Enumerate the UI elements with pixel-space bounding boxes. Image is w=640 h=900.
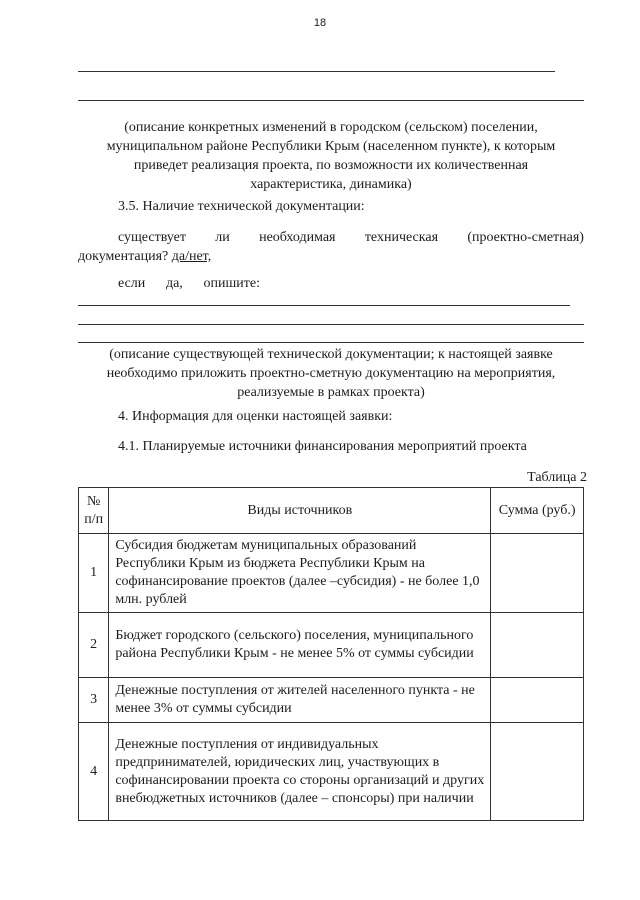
fill-line (78, 100, 584, 101)
fill-line (78, 305, 570, 306)
fill-line (78, 342, 584, 343)
table-row: 2 Бюджет городского (сельского) поселения, муниципального района Республики Крым - не менее 5% от суммы субсидии (79, 613, 584, 678)
page-number: 18 (313, 17, 327, 29)
sum-cell[interactable] (491, 678, 584, 723)
documentation-question: существует ли необходимая техническая (проектно-сметная) документация? да/нет, (78, 230, 584, 264)
section-3-5-heading: 3.5. Наличие технической документации: (118, 199, 365, 214)
table-row: 4 Денежные поступления от индивидуальных предпринимателей, юридических лиц, участвующих в софинансировании проекта со стороны организаций и других внебюджетных источников (далее – спонсоры) при наличии (79, 723, 584, 821)
table-row: 1 Субсидия бюджетам муниципальных образований Республики Крым из бюджета Республики Крым на софинансирование проектов (далее –субсидия) - не более 1,0 млн. рублей (79, 534, 584, 613)
if-yes-describe: если да, опишите: (118, 276, 260, 291)
yes-no-answer: да/нет, (171, 249, 212, 264)
changes-description-note: (описание конкретных изменений в городском (сельском) поселении, муниципальном районе Республики Крым (населенном пункте), к которым приведет реализация проекта, по возможности их количественная характеристика, динамика) (106, 120, 556, 192)
section-4-1-heading: 4.1. Планируемые источники финансирования мероприятий проекта (118, 439, 527, 454)
sum-cell[interactable] (491, 534, 584, 613)
sum-cell[interactable] (491, 613, 584, 678)
section-4-heading: 4. Информация для оценки настоящей заявки: (118, 409, 393, 424)
fill-line (78, 324, 584, 325)
table-row: 3 Денежные поступления от жителей населенного пункта - не менее 3% от суммы субсидии (79, 678, 584, 723)
table-caption: Таблица 2 (527, 470, 587, 485)
header-number: № п/п (79, 488, 109, 534)
fill-line (78, 71, 555, 72)
sum-cell[interactable] (491, 723, 584, 821)
header-source: Виды источников (109, 488, 491, 534)
header-sum: Сумма (руб.) (491, 488, 584, 534)
funding-sources-table (78, 487, 584, 821)
tech-documentation-note: (описание существующей технической документации; к настоящей заявке необходимо приложить проектно-сметную документацию на мероприятия, реализуемые в рамках проекта) (106, 347, 556, 400)
table-header-row (79, 488, 584, 534)
